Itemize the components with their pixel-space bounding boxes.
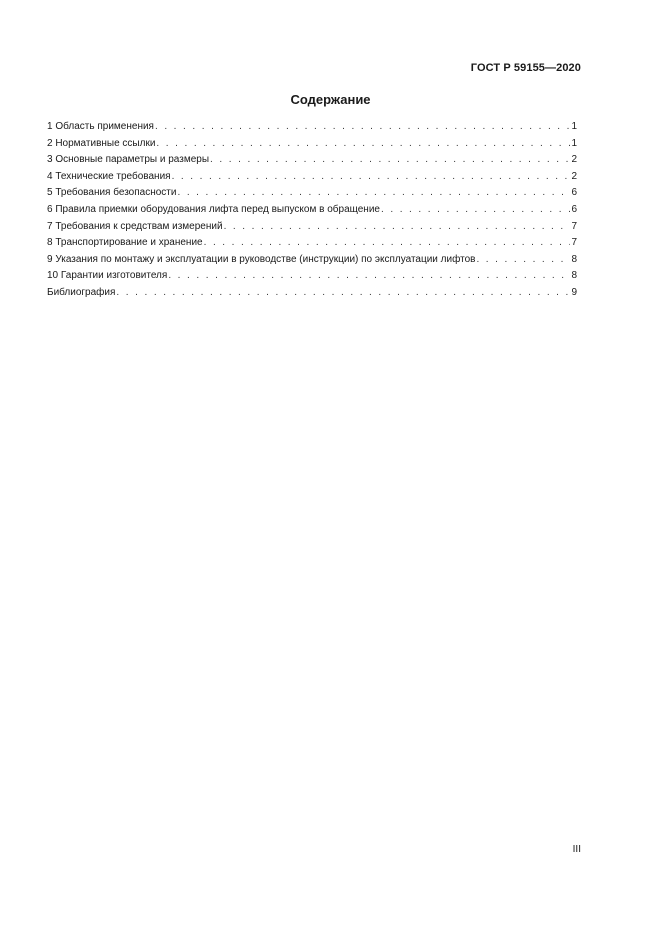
toc-entry-label: 7 Требования к средствам измерений bbox=[47, 220, 223, 232]
toc-entry-page: 1 bbox=[571, 137, 577, 149]
toc-entry-label: 3 Основные параметры и размеры bbox=[47, 154, 210, 166]
toc-entry[interactable] bbox=[47, 285, 577, 302]
toc-entry[interactable] bbox=[47, 202, 577, 219]
toc-entry-page: 2 bbox=[571, 154, 577, 166]
toc-entry-page: 7 bbox=[571, 220, 577, 232]
contents-title: Содержание bbox=[290, 92, 371, 107]
toc-entry[interactable] bbox=[47, 268, 577, 285]
toc-entry-label: 8 Транспортирование и хранение bbox=[47, 237, 203, 249]
toc-entry-page: 9 bbox=[571, 286, 577, 298]
toc-entry[interactable] bbox=[47, 169, 577, 186]
toc-entry-label: 1 Область применения bbox=[47, 121, 154, 132]
document-code: ГОСТ Р 59155—2020 bbox=[470, 62, 581, 74]
toc-entry-page: 6 bbox=[571, 203, 577, 215]
toc-entry[interactable] bbox=[47, 252, 577, 269]
toc-entry-page: 2 bbox=[571, 170, 577, 182]
page-number: III bbox=[572, 844, 581, 855]
toc-leader-dots bbox=[210, 152, 570, 169]
toc-leader-dots bbox=[204, 235, 571, 252]
toc-entry-label: 4 Технические требования bbox=[47, 170, 171, 182]
toc-leader-dots bbox=[381, 202, 570, 219]
toc-entry-page: 8 bbox=[571, 270, 577, 282]
toc-entry-page: 8 bbox=[571, 253, 577, 265]
toc-entry-label: 2 Нормативные ссылки bbox=[47, 137, 156, 149]
toc-entry-page: 7 bbox=[571, 237, 577, 249]
toc-entry[interactable] bbox=[47, 136, 577, 153]
toc-entry-page: 6 bbox=[571, 187, 577, 199]
toc-leader-dots bbox=[224, 219, 571, 236]
toc-leader-dots bbox=[156, 136, 570, 153]
toc-leader-dots bbox=[476, 252, 570, 269]
toc-entry-label: Библиография bbox=[47, 286, 116, 298]
toc-entry-page: 1 bbox=[571, 121, 577, 132]
toc-entry[interactable] bbox=[47, 185, 577, 202]
toc-entry-label: 5 Требования безопасности bbox=[47, 187, 177, 199]
toc-leader-dots bbox=[155, 119, 570, 136]
toc-leader-dots bbox=[168, 268, 570, 285]
toc-entry-label: 9 Указания по монтажу и эксплуатации в руководстве (инструкции) по эксплуатации лифтов bbox=[47, 253, 476, 265]
table-of-contents bbox=[47, 119, 577, 302]
toc-leader-dots bbox=[177, 185, 570, 202]
toc-entry-label: 6 Правила приемки оборудования лифта перед выпуском в обращение bbox=[47, 203, 380, 215]
toc-entry[interactable] bbox=[47, 119, 577, 136]
toc-entry[interactable] bbox=[47, 235, 577, 252]
toc-entry-label: 10 Гарантии изготовителя bbox=[47, 270, 168, 282]
toc-leader-dots bbox=[172, 169, 571, 186]
toc-leader-dots bbox=[116, 285, 570, 302]
toc-entry[interactable] bbox=[47, 152, 577, 169]
toc-entry[interactable] bbox=[47, 219, 577, 236]
